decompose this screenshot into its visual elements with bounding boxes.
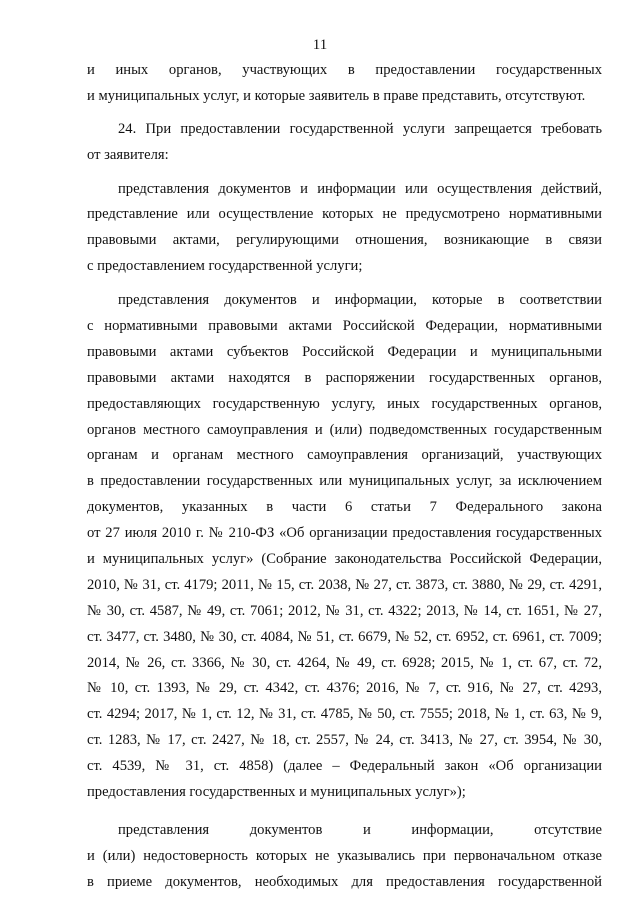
text-line: ст. 3477, ст. 3480, № 30, ст. 4084, № 51, ст. 6679, № 52, ст. 6952, ст. 6961, ст. 7009; — [87, 628, 602, 645]
text-line: документов, указанных в части 6 статьи 7 Федерального закона — [87, 499, 602, 516]
text-line: в предоставлении государственных или муниципальных услуг, за исключением — [87, 473, 602, 490]
text-line: представления документов и информации или осуществления действий, — [118, 180, 602, 197]
text-line: представление или осуществление которых не предусмотрено нормативными — [87, 206, 602, 223]
text-line: предоставления государственных и муниципальных услуг»); — [87, 784, 466, 801]
text-line: и муниципальных услуг, и которые заявитель в праве представить, отсутствуют. — [87, 87, 586, 104]
text-line: предоставляющих государственную услугу, иных государственных органов, — [87, 395, 602, 412]
text-line: органов местного самоуправления и (или) подведомственных государственным — [87, 421, 602, 438]
text-line: правовыми актами субъектов Российской Федерации и муниципальными — [87, 343, 602, 360]
text-line: правовыми актами, регулирующими отношения, возникающие в связи — [87, 232, 602, 249]
text-line: правовыми актами находятся в распоряжении государственных органов, — [87, 369, 602, 386]
text-line: представления документов и информации, отсутствие — [118, 821, 602, 838]
text-line: с нормативными правовыми актами Российской Федерации, нормативными — [87, 318, 602, 335]
text-line: ст. 4294; 2017, № 1, ст. 12, № 31, ст. 4785, № 50, ст. 7555; 2018, № 1, ст. 63, № 9, — [87, 706, 602, 723]
paragraph-item-24 — [87, 117, 602, 169]
text-line: 2010, № 31, ст. 4179; 2011, № 15, ст. 2038, № 27, ст. 3873, ст. 3880, № 29, ст. 4291, — [87, 576, 602, 593]
paragraph-continuation — [87, 58, 602, 110]
text-line: 24. При предоставлении государственной услуги запрещается требовать — [118, 120, 602, 137]
text-line: представления документов и информации, которые в соответствии — [118, 292, 602, 309]
page-number: 11 — [312, 37, 328, 53]
text-line: и муниципальных услуг» (Собрание законодательства Российской Федерации, — [87, 551, 602, 568]
paragraph-requirement-2 — [87, 288, 602, 806]
text-line: от 27 июля 2010 г. № 210-ФЗ «Об организации предоставления государственных — [87, 525, 602, 542]
text-line: 2014, № 26, ст. 3366, № 30, ст. 4264, № 49, ст. 6928; 2015, № 1, ст. 67, ст. 72, — [87, 654, 602, 671]
text-line: и иных органов, участвующих в предоставлении государственных — [87, 62, 602, 78]
text-line: и (или) недостоверность которых не указывались при первоначальном отказе — [87, 847, 602, 864]
text-line: № 10, ст. 1393, № 29, ст. 4342, ст. 4376; 2016, № 7, ст. 916, № 27, ст. 4293, — [87, 680, 602, 697]
text-line: ст. 1283, № 17, ст. 2427, № 18, ст. 2557, № 24, ст. 3413, № 27, ст. 3954, № 30, — [87, 732, 602, 749]
text-line: в приеме документов, необходимых для предоставления государственной — [87, 873, 602, 890]
paragraph-requirement-1 — [87, 177, 602, 281]
text-line: с предоставлением государственной услуги; — [87, 258, 363, 275]
document-body — [87, 58, 602, 896]
text-line: от заявителя: — [87, 146, 169, 163]
text-line: ст. 4539, № 31, ст. 4858) (далее – Федеральный закон «Об организации — [87, 758, 602, 775]
text-line: органам и органам местного самоуправления организаций, участвующих — [87, 447, 602, 464]
paragraph-requirement-3 — [87, 818, 602, 896]
text-line: № 30, ст. 4587, № 49, ст. 7061; 2012, № 31, ст. 4322; 2013, № 14, ст. 1651, № 27, — [87, 602, 602, 619]
